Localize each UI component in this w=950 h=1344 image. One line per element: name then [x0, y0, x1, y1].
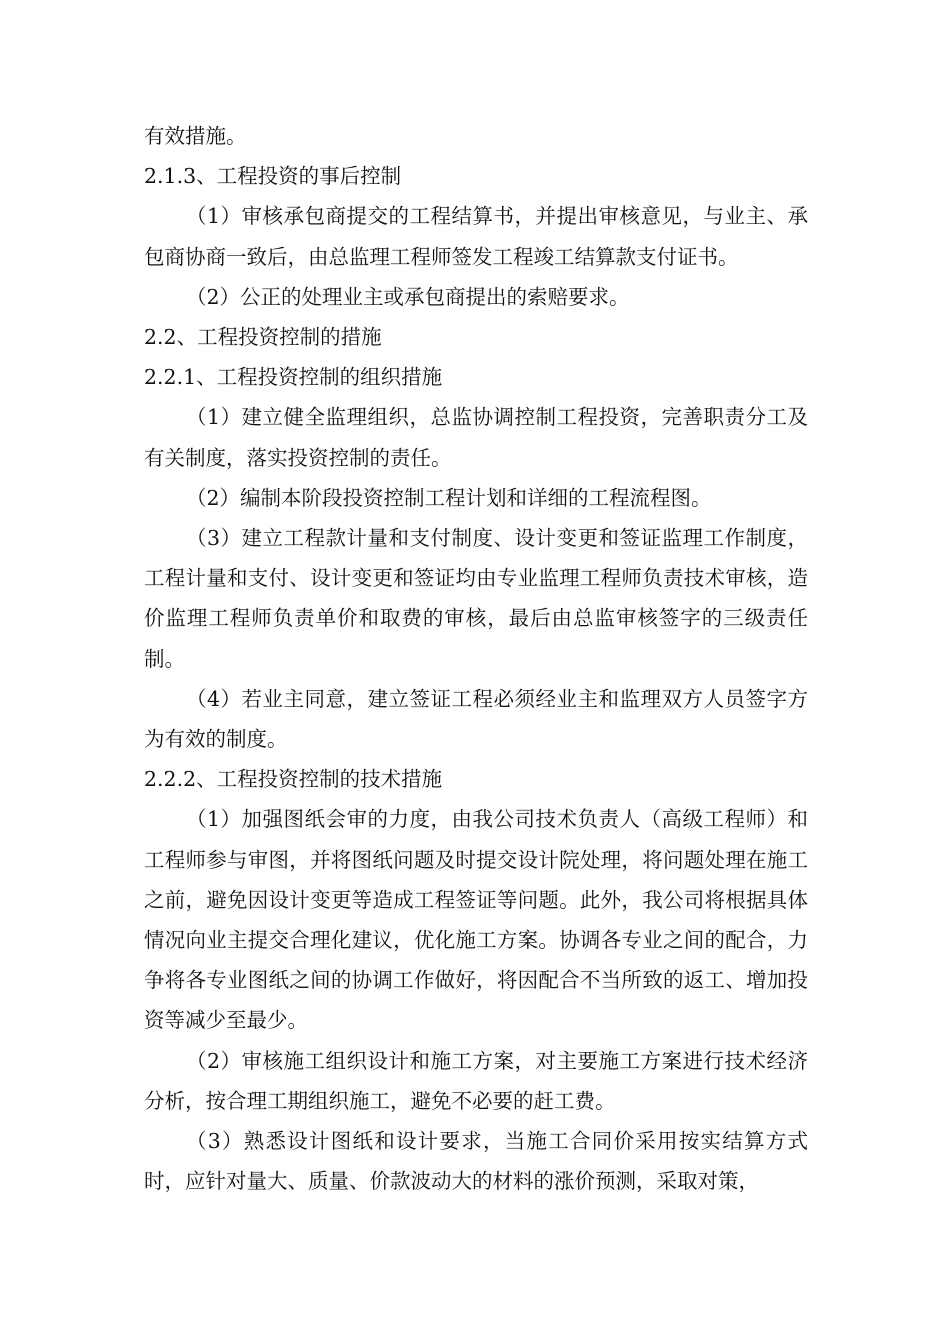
paragraph-2-2-1-item-1: （1）建立健全监理组织，总监协调控制工程投资，完善职责分工及有关制度，落实投资控制的责任。	[144, 405, 808, 470]
paragraph-2-2-1-item-2: （2）编制本阶段投资控制工程计划和详细的工程流程图。	[186, 485, 712, 510]
paragraph-2-2-1-item-4: （4）若业主同意，建立签证工程必须经业主和监理双方人员签字方为有效的制度。	[144, 686, 808, 752]
section-heading-2-2-1: 2.2.1、工程投资控制的组织措施	[144, 365, 443, 390]
paragraph-2-2-2-item-2: （2）审核施工组织设计和施工方案，对主要施工方案进行技术经济分析，按合理工期组织施工，避免不必要的赶工费。	[144, 1048, 808, 1113]
section-heading-2-1-3: 2.1.3、工程投资的事后控制	[144, 164, 402, 189]
document-page	[144, 116, 808, 1201]
paragraph-2-1-3-item-2: （2）公正的处理业主或承包商提出的索赔要求。	[186, 284, 630, 309]
paragraph-2-2-1-item-3: （3）建立工程款计量和支付制度、设计变更和签证监理工作制度，工程计量和支付、设计变更和签证均由专业监理工程师负责技术审核，造价监理工程师负责单价和取费的审核，最后由总监审核签字的三级责任制。	[144, 526, 808, 671]
paragraph-continuation: 有效措施。	[144, 124, 247, 148]
section-heading-2-2-2: 2.2.2、工程投资控制的技术措施	[144, 767, 443, 792]
paragraph-2-2-2-item-3: （3）熟悉设计图纸和设计要求，当施工合同价采用按实结算方式时，应针对量大、质量、价款波动大的材料的涨价预测，采取对策，	[144, 1129, 808, 1194]
paragraph-2-1-3-item-1: （1）审核承包商提交的工程结算书，并提出审核意见，与业主、承包商协商一致后，由总监理工程师签发工程竣工结算款支付证书。	[144, 204, 808, 269]
section-heading-2-2: 2.2、工程投资控制的措施	[144, 325, 382, 350]
paragraph-2-2-2-item-1: （1）加强图纸会审的力度，由我公司技术负责人（高级工程师）和工程师参与审图，并将图纸问题及时提交设计院处理，将问题处理在施工之前，避免因设计变更等造成工程签证等问题。此外，我公司将根据具体情况向业主提交合理化建议，优化施工方案。协调各专业之间的配合，力争将各专业图纸之间的协调工作做好，将因配合不当所致的返工、增加投资等减少至最少。	[144, 807, 808, 1033]
